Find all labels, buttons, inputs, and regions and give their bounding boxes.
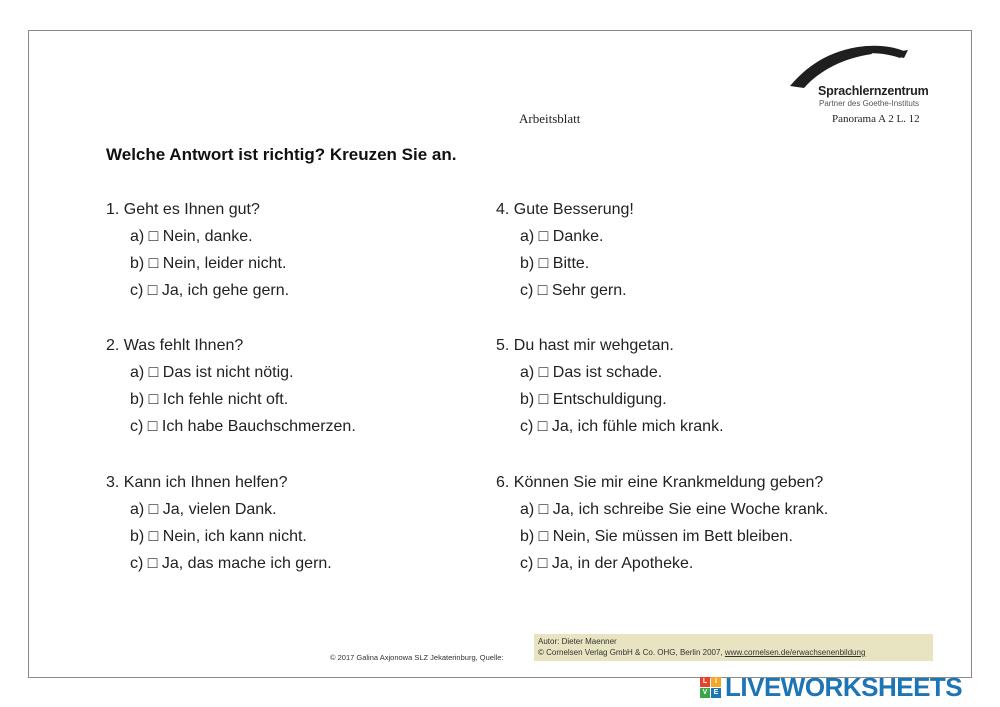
answer-option-b[interactable]: b) □ Bitte.	[520, 255, 590, 272]
answer-option-c[interactable]: c) □ Ja, ich gehe gern.	[130, 282, 290, 299]
question-title: 5. Du hast mir wehgetan.	[496, 337, 674, 354]
answer-option-a[interactable]: a) □ Nein, danke.	[130, 228, 253, 245]
sprachlernzentrum-logo	[788, 40, 938, 110]
answer-option-b[interactable]: b) □ Entschuldigung.	[520, 391, 667, 408]
liveworksheets-wordmark: LIVEWORKSHEETS	[725, 671, 963, 702]
lw-block-e: E	[711, 688, 721, 698]
liveworksheets-logo	[700, 672, 962, 702]
credit-author: Autor: Dieter Maenner	[538, 637, 617, 646]
answer-option-a[interactable]: a) □ Ja, vielen Dank.	[130, 501, 277, 518]
course-reference: Panorama A 2 L. 12	[832, 113, 920, 125]
question-5	[496, 336, 724, 437]
credit-link[interactable]: www.cornelsen.de/erwachsenenbildung	[724, 648, 866, 657]
question-6	[496, 473, 828, 574]
answer-option-a[interactable]: a) □ Ja, ich schreibe Sie eine Woche krank.	[520, 501, 829, 518]
answer-option-a[interactable]: a) □ Das ist nicht nötig.	[130, 364, 294, 381]
answer-option-b[interactable]: b) □ Ich fehle nicht oft.	[130, 391, 289, 408]
copyright-note: © 2017 Galina Axjonowa SLZ Jekaterinburg, Quelle:	[330, 653, 504, 662]
lw-block-l: L	[700, 677, 710, 687]
liveworksheets-blocks-icon	[700, 677, 721, 698]
logo-brand-text: Sprachlernzentrum	[818, 84, 929, 98]
answer-option-a[interactable]: a) □ Danke.	[520, 228, 604, 245]
answer-option-b[interactable]: b) □ Nein, ich kann nicht.	[130, 528, 307, 545]
answer-option-c[interactable]: c) □ Ja, das mache ich gern.	[130, 555, 332, 572]
question-1	[106, 200, 289, 301]
lw-block-i: I	[711, 677, 721, 687]
logo-partner-text: Partner des Goethe-Instituts	[819, 99, 920, 108]
question-4	[496, 200, 634, 301]
question-title: 4. Gute Besserung!	[496, 201, 634, 218]
sheet-label: Arbeitsblatt	[519, 111, 581, 126]
answer-option-c[interactable]: c) □ Ja, in der Apotheke.	[520, 555, 694, 572]
logo-swoosh-icon	[788, 40, 938, 90]
answer-option-b[interactable]: b) □ Nein, leider nicht.	[130, 255, 287, 272]
answer-option-a[interactable]: a) □ Das ist schade.	[520, 364, 663, 381]
question-3	[106, 473, 332, 574]
answer-option-c[interactable]: c) □ Ich habe Bauchschmerzen.	[130, 418, 356, 435]
question-title: 6. Können Sie mir eine Krankmeldung geben?	[496, 474, 824, 491]
credit-publisher-line	[538, 647, 929, 658]
answer-option-c[interactable]: c) □ Ja, ich fühle mich krank.	[520, 418, 724, 435]
question-title: 1. Geht es Ihnen gut?	[106, 201, 260, 218]
question-title: 3. Kann ich Ihnen helfen?	[106, 474, 288, 491]
lw-block-v: V	[700, 688, 710, 698]
answer-option-c[interactable]: c) □ Sehr gern.	[520, 282, 627, 299]
question-2	[106, 336, 356, 437]
answer-option-b[interactable]: b) □ Nein, Sie müssen im Bett bleiben.	[520, 528, 793, 545]
credit-publisher: © Cornelsen Verlag GmbH & Co. OHG, Berlin 2007,	[538, 648, 723, 657]
page-title: Welche Antwort ist richtig? Kreuzen Sie an.	[106, 145, 457, 164]
question-title: 2. Was fehlt Ihnen?	[106, 337, 244, 354]
source-credit	[534, 634, 933, 661]
